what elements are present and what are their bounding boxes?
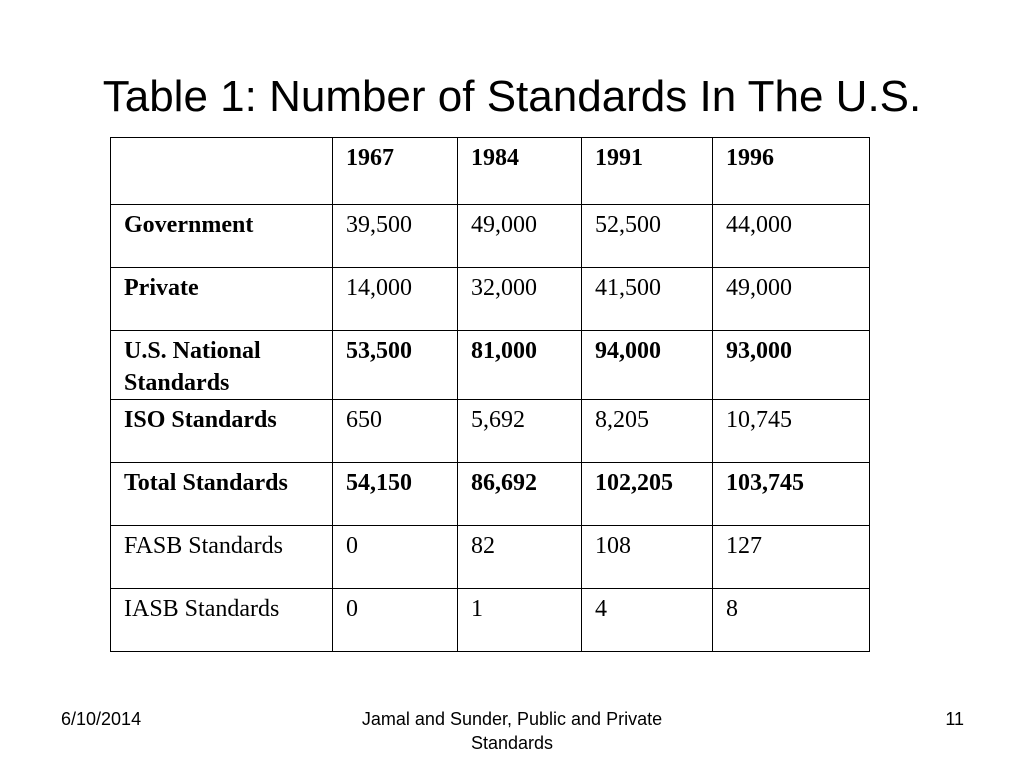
row-label: FASB Standards (111, 526, 333, 589)
row-label: Private (111, 268, 333, 331)
table-cell: 39,500 (333, 205, 458, 268)
header-cell-empty (111, 138, 333, 205)
table-cell: 4 (582, 589, 713, 652)
table-cell: 127 (713, 526, 870, 589)
table-cell: 81,000 (458, 331, 582, 400)
table-cell: 94,000 (582, 331, 713, 400)
header-cell-1991: 1991 (582, 138, 713, 205)
row-label: IASB Standards (111, 589, 333, 652)
table-cell: 0 (333, 526, 458, 589)
table-cell: 10,745 (713, 400, 870, 463)
table-cell: 5,692 (458, 400, 582, 463)
table-cell: 8 (713, 589, 870, 652)
table-cell: 44,000 (713, 205, 870, 268)
row-label: ISO Standards (111, 400, 333, 463)
table-cell: 650 (333, 400, 458, 463)
header-cell-1967: 1967 (333, 138, 458, 205)
standards-table (110, 137, 870, 652)
table-row-fasb-standards (111, 526, 870, 589)
header-cell-1984: 1984 (458, 138, 582, 205)
row-label: Government (111, 205, 333, 268)
table-cell: 53,500 (333, 331, 458, 400)
footer-date: 6/10/2014 (61, 709, 142, 729)
table-cell: 102,205 (582, 463, 713, 526)
table-row-iso-standards (111, 400, 870, 463)
row-label: Total Standards (111, 463, 333, 526)
row-label: U.S. National Standards (111, 331, 333, 400)
table-cell: 49,000 (713, 268, 870, 331)
table-cell: 41,500 (582, 268, 713, 331)
table-cell: 82 (458, 526, 582, 589)
table-header-row (111, 138, 870, 205)
table-row-iasb-standards (111, 589, 870, 652)
table-cell: 0 (333, 589, 458, 652)
table-row-government (111, 205, 870, 268)
header-cell-1996: 1996 (713, 138, 870, 205)
table-cell: 1 (458, 589, 582, 652)
table-cell: 86,692 (458, 463, 582, 526)
table-cell: 8,205 (582, 400, 713, 463)
table-cell: 93,000 (713, 331, 870, 400)
table-cell: 52,500 (582, 205, 713, 268)
table-row-private (111, 268, 870, 331)
footer-citation: Jamal and Sunder, Public and Private Standards (361, 709, 663, 753)
slide-title: Table 1: Number of Standards In The U.S. (102, 72, 922, 121)
table-cell: 108 (582, 526, 713, 589)
table-cell: 103,745 (713, 463, 870, 526)
table-cell: 54,150 (333, 463, 458, 526)
table-row-us-national-standards (111, 331, 870, 400)
table-cell: 49,000 (458, 205, 582, 268)
table-cell: 14,000 (333, 268, 458, 331)
footer-page-number: 11 (945, 709, 964, 729)
table-row-total-standards (111, 463, 870, 526)
table-cell: 32,000 (458, 268, 582, 331)
